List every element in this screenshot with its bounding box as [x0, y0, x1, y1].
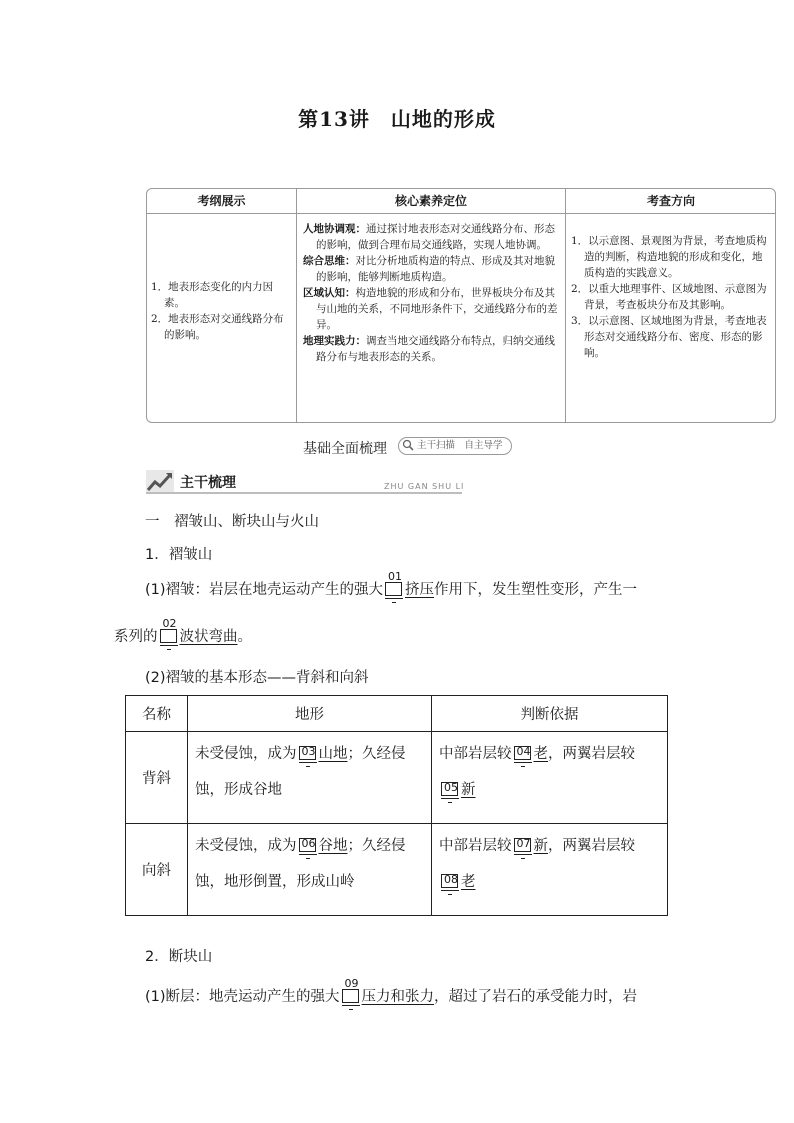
band-title: 主干梳理: [180, 475, 236, 491]
fold-table-header: 判断依据: [432, 696, 668, 732]
header-core-literacy: 核心素养定位: [297, 189, 565, 214]
answer-number-box: 02: [159, 626, 179, 644]
answer-text: 挤压: [405, 582, 435, 598]
answer-text: 波状弯曲: [179, 629, 238, 645]
answer-number-box: 07: [513, 835, 533, 853]
answer-number-box: 01: [384, 579, 404, 597]
outline-item: 1．地表形态变化的内力因素。: [151, 281, 274, 309]
header-exam-outline: 考纲展示: [147, 189, 296, 214]
exam-direction-cell: [566, 213, 775, 422]
exam-outline-cell: [147, 213, 296, 422]
answer-number-box: 06: [298, 835, 318, 853]
paragraph-fold-forms: (2)褶皱的基本形态——背斜和向斜: [145, 670, 369, 686]
terrain-cell: 未受侵蚀，成为 06 谷地；久经侵 蚀，地形倒置，形成山岭: [188, 824, 432, 916]
literacy-item: 综合思维：对比分析地质构造的特点、形成及其对地貌的影响，能够判断地质构造。: [303, 255, 555, 283]
answer-number-box: 09: [341, 986, 361, 1004]
heading-level-2: 2．断块山: [145, 949, 213, 965]
heading-level-1: 一 褶皱山、断块山与火山: [145, 514, 319, 530]
fold-table: [125, 695, 668, 916]
basis-cell: 中部岩层较 04 老，两翼岩层较 05 新: [432, 732, 668, 824]
answer-text: 谷地: [318, 838, 348, 854]
band-pinyin: ZHU GAN SHU LI: [384, 482, 465, 491]
fold-name: 背斜: [126, 732, 188, 824]
answer-number-box: 04: [513, 743, 533, 761]
section-tag-label: 主干扫描 自主导学: [417, 440, 503, 451]
core-literacy-cell: [297, 213, 565, 422]
literacy-item: 地理实践力：调查当地交通线路分布特点，归纳交通线路分布与地表形态的关系。: [303, 335, 555, 363]
answer-number-box: 03: [298, 743, 318, 761]
heading-level-2: 1．褶皱山: [145, 547, 213, 563]
direction-item: 2．以重大地理事件、区域地图、示意图为背景，考查板块分布及其影响。: [571, 283, 767, 311]
page-title: 第13讲 山地的形成: [298, 107, 496, 131]
basis-cell: 中部岩层较 07 新，两翼岩层较 08 老: [432, 824, 668, 916]
literacy-item: 人地协调观：通过探讨地表形态对交通线路分布、形态的影响，做到合理布局交通线路，实现人地协调。: [303, 223, 555, 251]
section-tag: [398, 437, 512, 455]
header-exam-direction: 考查方向: [566, 189, 776, 214]
answer-number-box: 05: [440, 779, 460, 797]
outline-item: 2．地表形态对交通线路分布的影响。: [151, 313, 284, 341]
literacy-item: 区域认知：构造地貌的形成和分布，世界板块分布及其与山地的关系，不同地形条件下，交通线路分布的差异。: [303, 287, 558, 331]
paragraph-fold-def-cont: 系列的 02 波状弯曲。: [114, 625, 252, 646]
direction-item: 1．以示意图、景观图为背景，考查地质构造的判断，构造地貌的形成和变化，地质构造的实践意义。: [571, 235, 767, 279]
answer-text: 压力和张力: [361, 989, 435, 1005]
direction-item: 3．以示意图、区域地图为背景，考查地表形态对交通线路分布、密度、形态的影响。: [571, 315, 767, 359]
section-heading: 基础全面梳理: [303, 441, 387, 457]
fold-table-header: 名称: [126, 696, 188, 732]
paragraph-fault-def: (1)断层：地壳运动产生的强大 09 压力和张力，超过了岩石的承受能力时，岩: [145, 985, 637, 1006]
fold-table-header: 地形: [188, 696, 432, 732]
answer-text: 山地: [318, 746, 348, 762]
answer-text: 新: [533, 838, 548, 854]
outline-table: [146, 188, 776, 423]
band-divider: [146, 492, 462, 494]
paragraph-fold-def: (1)褶皱：岩层在地壳运动产生的强大 01 挤压作用下，发生塑性变形，产生一: [145, 578, 637, 599]
fold-name: 向斜: [126, 824, 188, 916]
answer-text: 老: [533, 746, 548, 762]
terrain-cell: 未受侵蚀，成为 03 山地；久经侵 蚀，形成谷地: [188, 732, 432, 824]
magnifier-icon: [402, 439, 414, 457]
answer-text: 老: [461, 874, 476, 890]
answer-number-box: 08: [440, 871, 460, 889]
answer-text: 新: [461, 782, 476, 798]
